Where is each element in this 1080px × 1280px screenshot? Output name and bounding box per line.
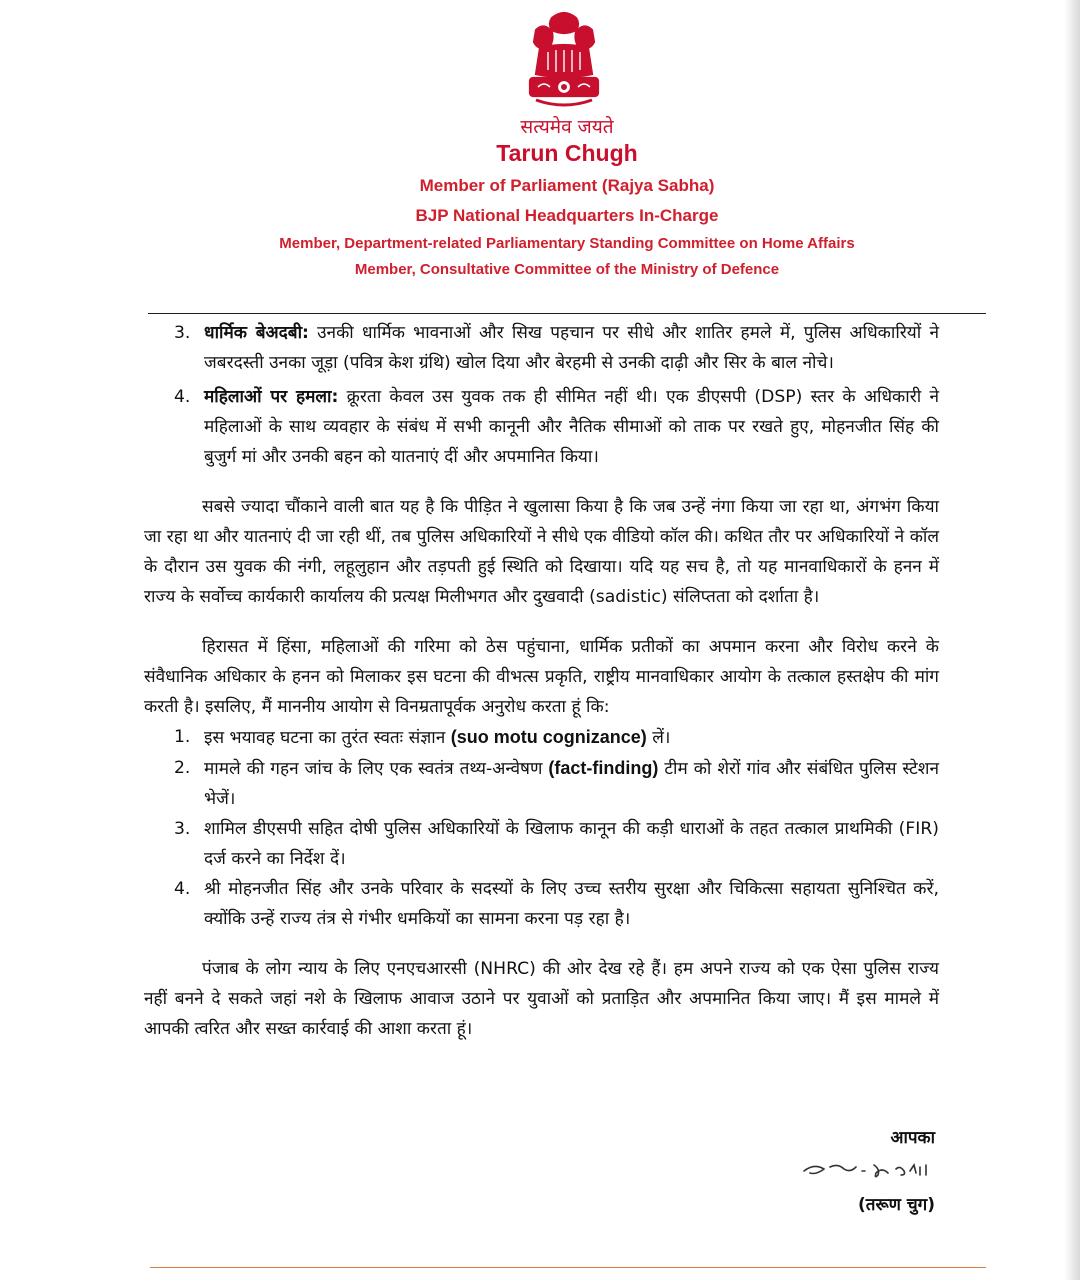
request-term: (fact-finding) xyxy=(548,758,659,778)
designation-line-1: Member of Parliament (Rajya Sabha) xyxy=(419,176,715,195)
request-item xyxy=(144,874,939,934)
designation-line-3: Member, Department-related Parliamentary Standing Committee on Home Affairs xyxy=(279,235,855,252)
list-number: 1. xyxy=(174,727,191,747)
footer-divider xyxy=(150,1267,986,1268)
national-emblem-icon xyxy=(522,8,606,112)
closing-salutation: आपका xyxy=(890,1128,935,1148)
list-item-title: महिलाओं पर हमला: xyxy=(204,387,339,407)
request-text: मामले की गहन जांच के लिए एक स्वतंत्र तथ्य-अन्वेषण xyxy=(204,759,549,779)
request-text: श्री मोहनजीत सिंह और उनके परिवार के सदस्यों के लिए उच्च स्तरीय सुरक्षा और चिकित्सा सहायता सुनिश्चित करें, क्योंकि उन्हें राज्य तंत्र से गंभीर धमकियों का सामना करना पड़ रहा है। xyxy=(204,879,939,929)
request-item xyxy=(144,753,939,814)
request-text-end: लें। xyxy=(646,728,671,748)
handwritten-signature xyxy=(800,1155,940,1185)
list-item-text: क्रूरता केवल उस युवक तक ही सीमित नहीं थी। एक डीएसपी (DSP) स्तर के अधिकारी ने महिलाओं के साथ व्यवहार के संबंध में सभी कानूनी और नैतिक सीमाओं को ताक पर रखते हुए, मोहनजीत सिंह की बुजुर्ग मां और उनकी बहन को यातनाएं दीं और अपमानित किया। xyxy=(204,387,940,467)
list-item xyxy=(144,382,939,472)
designation-line-2: BJP National Headquarters In-Charge xyxy=(415,206,719,225)
list-number: 3. xyxy=(174,323,191,343)
request-item xyxy=(144,722,939,753)
designation-line-4: Member, Consultative Committee of the Ministry of Defence xyxy=(354,261,780,278)
list-item-title: धार्मिक बेअदबी: xyxy=(204,323,309,343)
sender-name: Tarun Chugh xyxy=(496,140,638,166)
closing-paragraph: पंजाब के लोग न्याय के लिए एनएचआरसी (NHRC) की ओर देख रहे हैं। हम अपने राज्य को एक ऐसा पुलिस राज्य नहीं बनने दे सकते जहां नशे के खिलाफ आवाज उठाने पर युवाओं को प्रताड़ित और अपमानित किया जाए। मैं इस मामले में आपकी त्वरित और सख्त कार्रवाई की आशा करता हूं। xyxy=(144,959,939,1039)
paragraph: सबसे ज्यादा चौंकाने वाली बात यह है कि पीड़ित ने खुलासा किया है कि जब उन्हें नंगा किया जा रहा था, अंगभंग किया जा रहा था और यातनाएं दी जा रही थीं, तब पुलिस अधिकारियों ने सीधे एक वीडियो कॉल की। कथित तौर पर अधिकारियों ने कॉल के दौरान उस युवक की नंगी, लहूलुहान और तड़पती हुई स्थिति को दिखाया। यदि यह सच है, तो यह मानवाधिकारों के हनन में राज्य के सर्वोच्च कार्यकारी कार्यालय की प्रत्यक्ष मिलीभगत और दुखवादी (sadistic) संलिप्तता को दर्शाता है। xyxy=(144,497,939,607)
list-item-text: उनकी धार्मिक भावनाओं और सिख पहचान पर सीधे और शातिर हमले में, पुलिस अधिकारियों ने जबरदस्ती उनका जूड़ा (पवित्र केश ग्रंथि) खोल दिया और बेरहमी से उनकी दाढ़ी और सिर के बाल नोचे। xyxy=(204,323,939,373)
emblem-motto: सत्यमेव जयते xyxy=(520,116,614,138)
request-item xyxy=(144,814,939,874)
header-divider xyxy=(148,313,986,314)
request-text: इस भयावह घटना का तुरंत स्वतः संज्ञान xyxy=(204,728,451,748)
request-text-end: टीम को शेरों गांव और संबंधित पुलिस स्टेशन भेजें। xyxy=(204,759,940,809)
list-number: 3. xyxy=(174,819,191,839)
letter-body xyxy=(144,318,939,1044)
list-number: 4. xyxy=(174,879,191,899)
list-item xyxy=(144,318,939,378)
list-number: 2. xyxy=(174,758,191,778)
paragraph: हिरासत में हिंसा, महिलाओं की गरिमा को ठेस पहुंचाना, धार्मिक प्रतीकों का अपमान करना और विरोध करने के संवैधानिक अधिकार के हनन को मिलाकर इस घटना की वीभत्स प्रकृति, राष्ट्रीय मानवाधिकार आयोग के तत्काल हस्तक्षेप की मांग करती है। इसलिए, मैं माननीय आयोग से विनम्रतापूर्वक अनुरोध करता हूं कि: xyxy=(144,637,939,717)
request-text: शामिल डीएसपी सहित दोषी पुलिस अधिकारियों के खिलाफ कानून की कड़ी धाराओं के तहत तत्काल प्राथमिकी (FIR) दर्ज करने का निर्देश दें। xyxy=(204,819,939,869)
request-term: (suo motu cognizance) xyxy=(450,727,647,747)
list-number: 4. xyxy=(174,387,191,407)
signer-name: (तरूण चुग) xyxy=(857,1195,935,1215)
